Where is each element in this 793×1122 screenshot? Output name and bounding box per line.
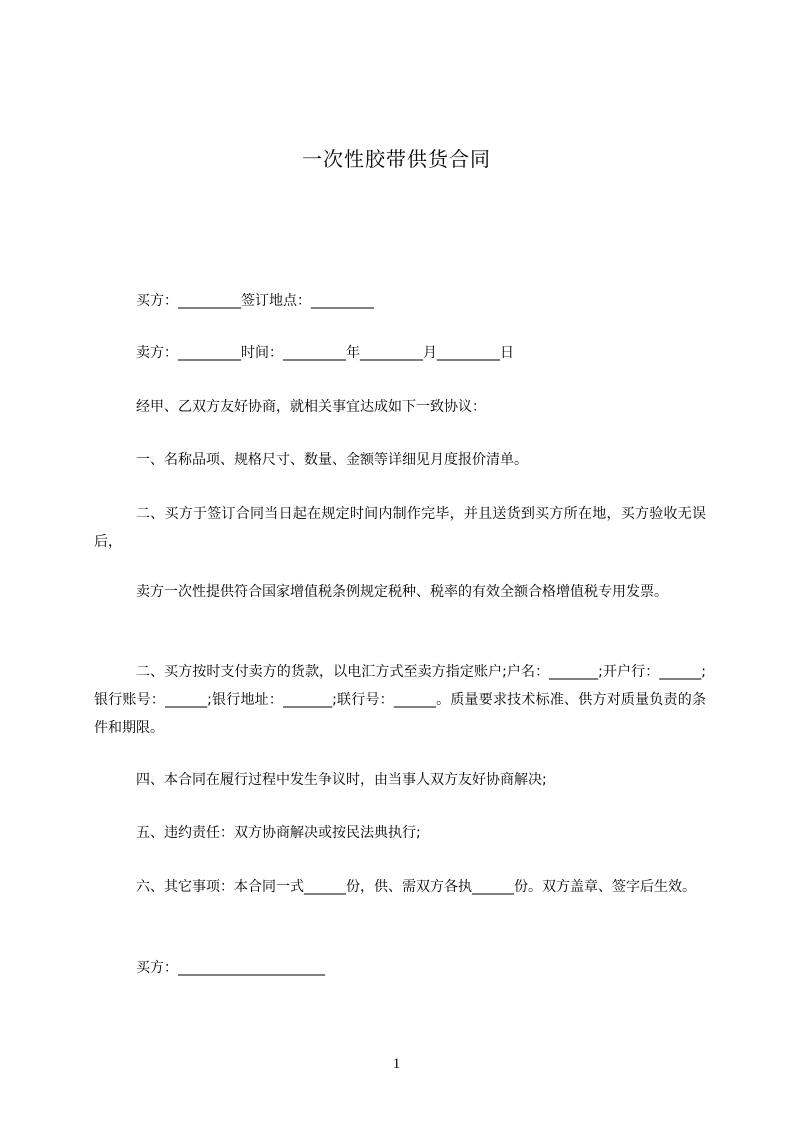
page-number: 1 [392, 1056, 401, 1072]
seller-line: 卖方：_________时间：_________年_________月_________日 [136, 345, 514, 361]
clause-1: 一、名称品项、规格尺寸、数量、金额等详细见月度报价清单。 [136, 452, 528, 468]
document-title: 一次性胶带供货合同 [302, 147, 491, 171]
buyer-line: 买方：_________签订地点：_________ [136, 293, 374, 309]
clause-2-continuation: 卖方一次性提供符合国家增值税条例规定税种、税率的有效全额合格增值税专用发票。 [136, 584, 668, 600]
clause-4: 四、本合同在履行过程中发生争议时，由当事人双方友好协商解决; [136, 772, 547, 788]
clause-6: 六、其它事项：本合同一式______份，供、需双方各执______份。双方盖章、签字后生效。 [136, 879, 696, 895]
signature-line: 买方：_____________________ [136, 960, 325, 976]
clause-5: 五、违约责任：双方协商解决或按民法典执行; [136, 825, 421, 841]
clause-2: 二、买方于签订合同当日起在规定时间内制作完毕，并且送货到买方所在地，买方验收无误后， [94, 506, 706, 550]
clause-3: 二、买方按时支付卖方的货款，以电汇方式至卖方指定账户;户名：_______;开户行：______;银行账号：______;银行地址：_______;联行号：______。质量要求技术标准、供方对质量负责的条件和期限。 [94, 664, 706, 736]
intro-line: 经甲、乙双方友好协商，就相关事宜达成如下一致协议： [136, 399, 486, 415]
